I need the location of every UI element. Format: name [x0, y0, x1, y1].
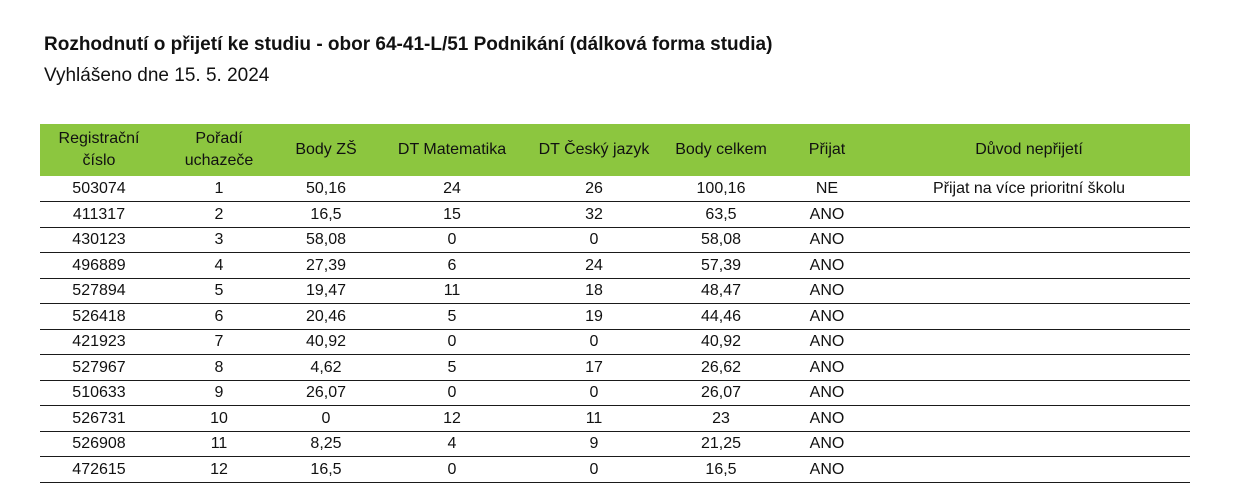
cell-points-elementary: 40,92 — [280, 329, 372, 355]
cell-registration-number: 527967 — [40, 355, 158, 381]
cell-test-czech: 0 — [532, 227, 656, 253]
table-row — [40, 406, 1190, 432]
cell-test-czech: 32 — [532, 202, 656, 228]
cell-rejection-reason — [868, 227, 1190, 253]
cell-applicant-rank: 1 — [158, 176, 280, 202]
cell-registration-number: 510633 — [40, 380, 158, 406]
cell-admitted: ANO — [786, 355, 868, 381]
admission-results-table — [40, 124, 1190, 483]
cell-test-math: 12 — [372, 406, 532, 432]
cell-applicant-rank: 8 — [158, 355, 280, 381]
cell-rejection-reason: Přijat na více prioritní školu — [868, 176, 1190, 202]
cell-test-czech: 19 — [532, 304, 656, 330]
cell-applicant-rank: 4 — [158, 253, 280, 279]
cell-test-math: 0 — [372, 457, 532, 483]
table-row — [40, 227, 1190, 253]
table-header — [40, 124, 1190, 176]
cell-points-total: 63,5 — [656, 202, 786, 228]
cell-admitted: ANO — [786, 329, 868, 355]
table-body — [40, 176, 1190, 482]
column-header-label: Důvod nepřijetí — [975, 141, 1083, 158]
header-row — [40, 124, 1190, 176]
column-header-label: DT Matematika — [397, 141, 507, 158]
table-row — [40, 176, 1190, 202]
cell-registration-number: 411317 — [40, 202, 158, 228]
cell-admitted: ANO — [786, 227, 868, 253]
cell-test-math: 0 — [372, 380, 532, 406]
cell-test-math: 5 — [372, 304, 532, 330]
table-row — [40, 457, 1190, 483]
page-title: Rozhodnutí o přijetí ke studiu - obor 64-41-L/51 Podnikání (dálková forma studia) — [44, 34, 773, 55]
cell-test-czech: 24 — [532, 253, 656, 279]
cell-registration-number: 526731 — [40, 406, 158, 432]
column-header-label: Registrační — [58, 130, 140, 147]
cell-admitted: ANO — [786, 304, 868, 330]
cell-rejection-reason — [868, 431, 1190, 457]
cell-applicant-rank: 3 — [158, 227, 280, 253]
column-header-test-czech — [532, 124, 656, 176]
cell-rejection-reason — [868, 202, 1190, 228]
cell-points-total: 44,46 — [656, 304, 786, 330]
cell-registration-number: 472615 — [40, 457, 158, 483]
cell-test-czech: 18 — [532, 278, 656, 304]
cell-rejection-reason — [868, 457, 1190, 483]
cell-test-czech: 26 — [532, 176, 656, 202]
cell-rejection-reason — [868, 304, 1190, 330]
cell-rejection-reason — [868, 253, 1190, 279]
cell-points-elementary: 26,07 — [280, 380, 372, 406]
cell-applicant-rank: 6 — [158, 304, 280, 330]
table-row — [40, 304, 1190, 330]
cell-test-math: 24 — [372, 176, 532, 202]
cell-admitted: ANO — [786, 380, 868, 406]
cell-points-total: 48,47 — [656, 278, 786, 304]
cell-admitted: NE — [786, 176, 868, 202]
cell-registration-number: 527894 — [40, 278, 158, 304]
cell-points-elementary: 16,5 — [280, 202, 372, 228]
cell-applicant-rank: 10 — [158, 406, 280, 432]
column-header-applicant-rank — [158, 124, 280, 176]
cell-test-czech: 0 — [532, 329, 656, 355]
cell-points-elementary: 19,47 — [280, 278, 372, 304]
cell-rejection-reason — [868, 355, 1190, 381]
cell-points-elementary: 27,39 — [280, 253, 372, 279]
table-row — [40, 380, 1190, 406]
cell-test-math: 15 — [372, 202, 532, 228]
cell-applicant-rank: 5 — [158, 278, 280, 304]
table-row — [40, 253, 1190, 279]
cell-test-math: 6 — [372, 253, 532, 279]
column-header-test-math — [372, 124, 532, 176]
cell-points-elementary: 4,62 — [280, 355, 372, 381]
column-header-rejection-reason — [868, 124, 1190, 176]
cell-applicant-rank: 2 — [158, 202, 280, 228]
cell-registration-number: 496889 — [40, 253, 158, 279]
column-header-admitted — [786, 124, 868, 176]
column-header-points-elementary — [280, 124, 372, 176]
table-row — [40, 431, 1190, 457]
table-row — [40, 278, 1190, 304]
cell-points-total: 26,07 — [656, 380, 786, 406]
cell-test-czech: 9 — [532, 431, 656, 457]
cell-registration-number: 526418 — [40, 304, 158, 330]
cell-registration-number: 430123 — [40, 227, 158, 253]
cell-admitted: ANO — [786, 278, 868, 304]
cell-rejection-reason — [868, 278, 1190, 304]
cell-points-total: 40,92 — [656, 329, 786, 355]
column-header-label: Pořadí — [195, 130, 243, 147]
cell-admitted: ANO — [786, 253, 868, 279]
cell-applicant-rank: 7 — [158, 329, 280, 355]
cell-test-math: 4 — [372, 431, 532, 457]
cell-admitted: ANO — [786, 202, 868, 228]
cell-rejection-reason — [868, 380, 1190, 406]
table-row — [40, 355, 1190, 381]
cell-rejection-reason — [868, 406, 1190, 432]
cell-test-czech: 11 — [532, 406, 656, 432]
cell-points-elementary: 16,5 — [280, 457, 372, 483]
column-header-label: Body ZŠ — [295, 141, 357, 158]
column-header-points-total — [656, 124, 786, 176]
cell-registration-number: 421923 — [40, 329, 158, 355]
cell-points-total: 23 — [656, 406, 786, 432]
column-header-registration-number — [40, 124, 158, 176]
cell-rejection-reason — [868, 329, 1190, 355]
cell-points-total: 100,16 — [656, 176, 786, 202]
column-header-label: DT Český jazyk — [538, 141, 650, 158]
column-header-label: Přijat — [808, 141, 846, 158]
cell-admitted: ANO — [786, 431, 868, 457]
cell-test-czech: 17 — [532, 355, 656, 381]
cell-test-czech: 0 — [532, 380, 656, 406]
cell-points-elementary: 20,46 — [280, 304, 372, 330]
cell-points-total: 21,25 — [656, 431, 786, 457]
cell-test-math: 11 — [372, 278, 532, 304]
cell-points-elementary: 8,25 — [280, 431, 372, 457]
cell-test-math: 5 — [372, 355, 532, 381]
cell-points-total: 26,62 — [656, 355, 786, 381]
cell-applicant-rank: 12 — [158, 457, 280, 483]
cell-points-total: 16,5 — [656, 457, 786, 483]
column-header-label: Body celkem — [675, 141, 767, 158]
cell-applicant-rank: 11 — [158, 431, 280, 457]
cell-applicant-rank: 9 — [158, 380, 280, 406]
cell-admitted: ANO — [786, 457, 868, 483]
cell-admitted: ANO — [786, 406, 868, 432]
cell-test-czech: 0 — [532, 457, 656, 483]
cell-test-math: 0 — [372, 329, 532, 355]
cell-points-elementary: 0 — [280, 406, 372, 432]
table-row — [40, 202, 1190, 228]
column-header-label-line2: číslo — [82, 152, 116, 169]
announcement-date: Vyhlášeno dne 15. 5. 2024 — [44, 65, 270, 86]
cell-test-math: 0 — [372, 227, 532, 253]
cell-points-elementary: 50,16 — [280, 176, 372, 202]
cell-points-total: 58,08 — [656, 227, 786, 253]
cell-points-elementary: 58,08 — [280, 227, 372, 253]
table-row — [40, 329, 1190, 355]
column-header-label-line2: uchazeče — [184, 152, 254, 169]
cell-registration-number: 526908 — [40, 431, 158, 457]
cell-registration-number: 503074 — [40, 176, 158, 202]
cell-points-total: 57,39 — [656, 253, 786, 279]
